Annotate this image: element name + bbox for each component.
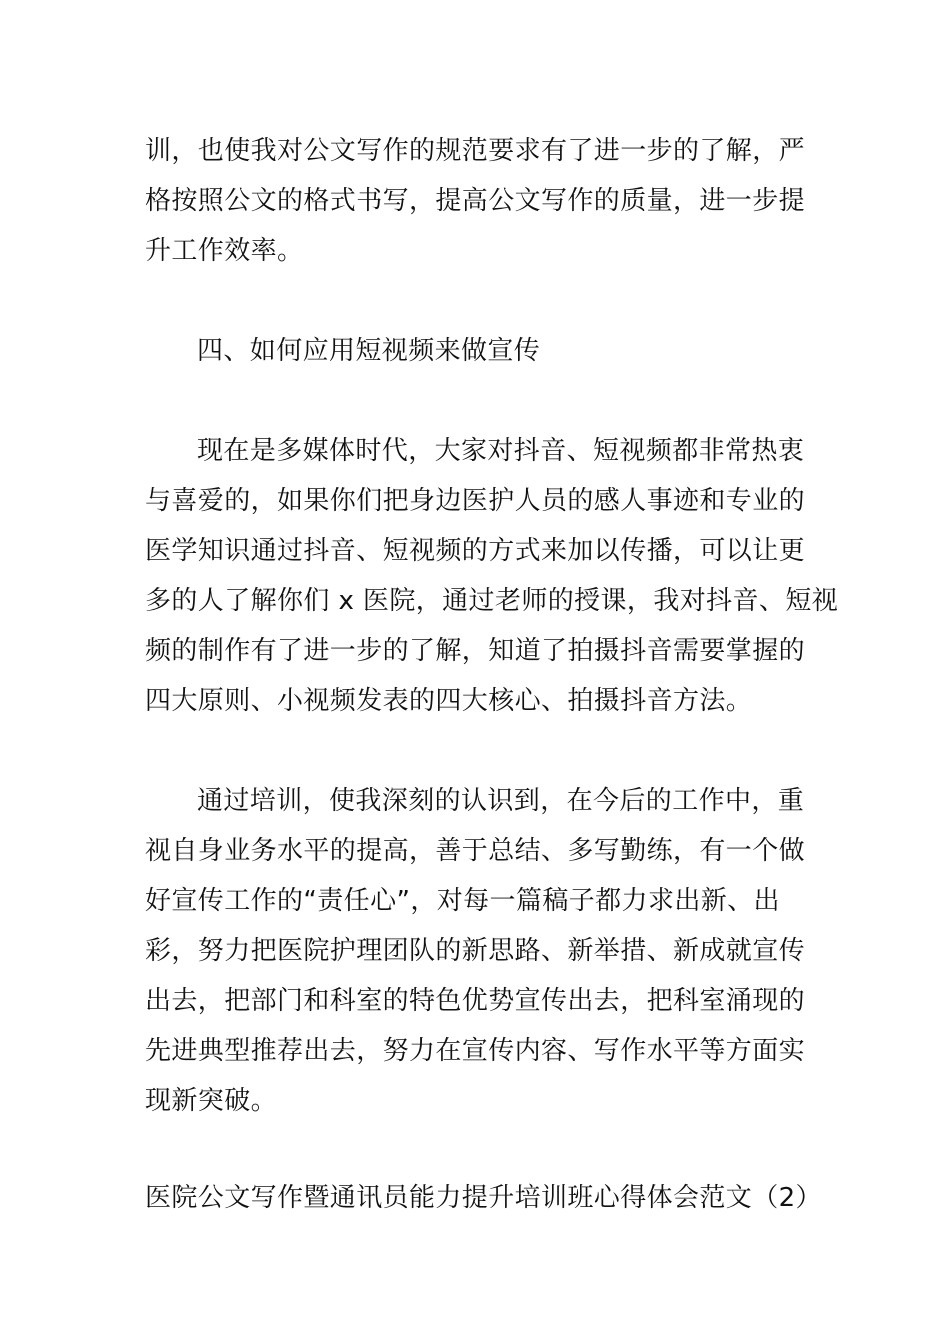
text-line: 升工作效率。 [145,236,304,266]
text-line: 彩，努力把医院护理团队的新思路、新举措、新成就宣传 [145,936,806,966]
text-line: 四大原则、小视频发表的四大核心、拍摄抖音方法。 [145,686,753,716]
paragraph-training [145,776,810,1126]
text-line: 出去，把部门和科室的特色优势宣传出去，把科室涌现的 [145,986,806,1016]
text-line: 视自身业务水平的提高，善于总结、多写勤练，有一个做 [145,836,806,866]
text-line: 格按照公文的格式书写，提高公文写作的质量，进一步提 [145,186,806,216]
text-line: 现在是多媒体时代，大家对抖音、短视频都非常热衷 [197,436,805,466]
paragraph-continued [145,126,810,276]
text-line: 多的人了解你们 x 医院，通过老师的授课，我对抖音、短视 [145,586,839,616]
text-line: 医学知识通过抖音、短视频的方式来加以传播，可以让更 [145,536,806,566]
text-line: 先进典型推荐出去，努力在宣传内容、写作水平等方面实 [145,1036,806,1066]
section-heading-text: 四、如何应用短视频来做宣传 [197,336,541,366]
next-article-title [145,1173,822,1223]
text-line: 现新突破。 [145,1086,278,1116]
next-article-title-text: 医院公文写作暨通讯员能力提升培训班心得体会范文（2） [145,1183,822,1213]
text-line: 与喜爱的，如果你们把身边医护人员的感人事迹和专业的 [145,486,806,516]
section-heading [145,326,810,376]
text-line: 训，也使我对公文写作的规范要求有了进一步的了解，严 [145,136,806,166]
text-line: 通过培训，使我深刻的认识到，在今后的工作中，重 [197,786,805,816]
text-line: 频的制作有了进一步的了解，知道了拍摄抖音需要掌握的 [145,636,806,666]
text-line: 好宣传工作的“责任心”，对每一篇稿子都力求出新、出 [145,886,780,916]
paragraph-short-video [145,426,839,726]
